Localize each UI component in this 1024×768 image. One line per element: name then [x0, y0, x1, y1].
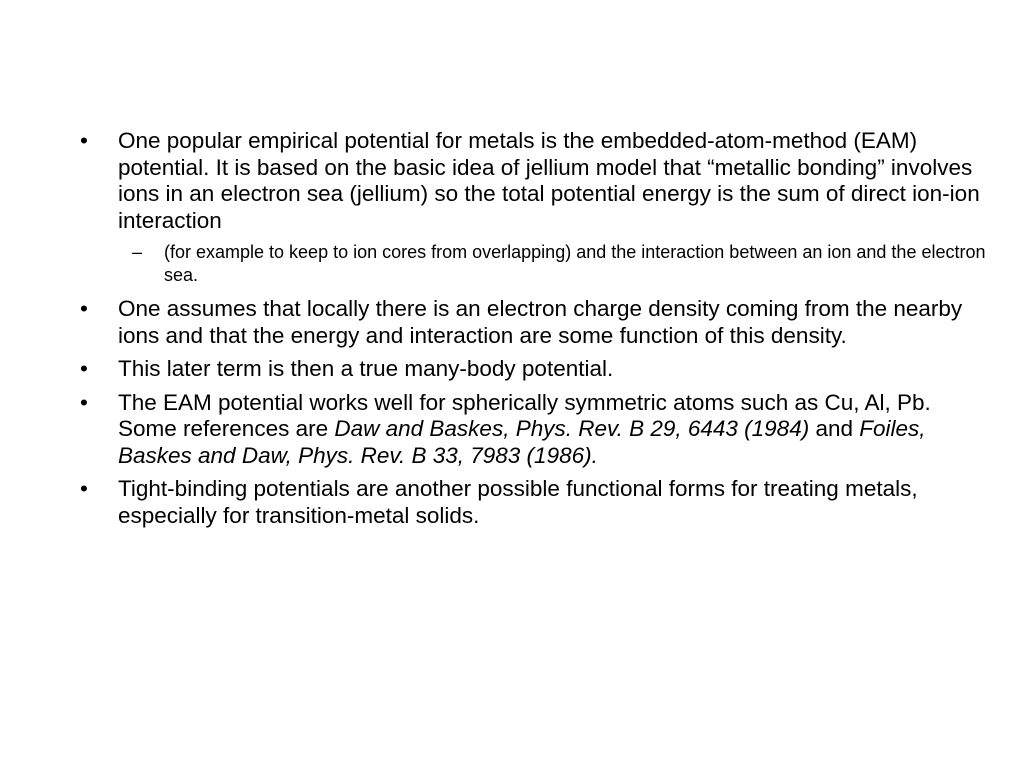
- bullet-marker: •: [80, 356, 88, 381]
- bullet-marker: •: [80, 296, 88, 321]
- reference-daw-baskes: Daw and Baskes, Phys. Rev. B 29, 6443 (1984): [334, 416, 810, 441]
- bullet-item-many-body: [80, 356, 990, 383]
- bullet-item-eam-intro: [80, 128, 990, 234]
- bullet-list: [80, 128, 990, 536]
- bullet-marker: •: [80, 128, 88, 153]
- bullet-text-part: The EAM potential works well for spherically symmetric atoms such as Cu, Al, Pb. Some references are: [118, 389, 931, 441]
- bullet-item-references: [80, 390, 990, 470]
- bullet-text: This later term is then a true many-body potential.: [118, 356, 614, 381]
- bullet-item-tight-binding: [80, 476, 990, 529]
- bullet-item-charge-density: [80, 296, 990, 349]
- bullet-text: [118, 390, 931, 468]
- reference-foiles-baskes-daw: Foiles, Baskes and Daw, Phys. Rev. B 33, 7983 (1986).: [118, 416, 926, 468]
- bullet-marker: •: [80, 476, 88, 501]
- sub-bullet-item: [80, 241, 990, 287]
- bullet-marker: •: [80, 389, 88, 415]
- sub-bullet-text: (for example to keep to ion cores from overlapping) and the interaction between an ion and the electron sea.: [164, 242, 986, 285]
- bullet-text: One assumes that locally there is an electron charge density coming from the nearby ions and that the energy and interaction are some function of this density.: [118, 296, 963, 348]
- dash-marker: –: [132, 242, 143, 262]
- bullet-text-part: and: [809, 416, 860, 441]
- bullet-text: One popular empirical potential for metals is the embedded-atom-method (EAM) potential. It is based on the basic idea of jellium model that “metallic bonding” involves ions in an electron sea (jellium) so the total potential energy is the sum of direct ion-ion interaction: [118, 128, 980, 233]
- bullet-text: Tight-binding potentials are another possible functional forms for treating metals, especially for transition-metal solids.: [118, 476, 918, 528]
